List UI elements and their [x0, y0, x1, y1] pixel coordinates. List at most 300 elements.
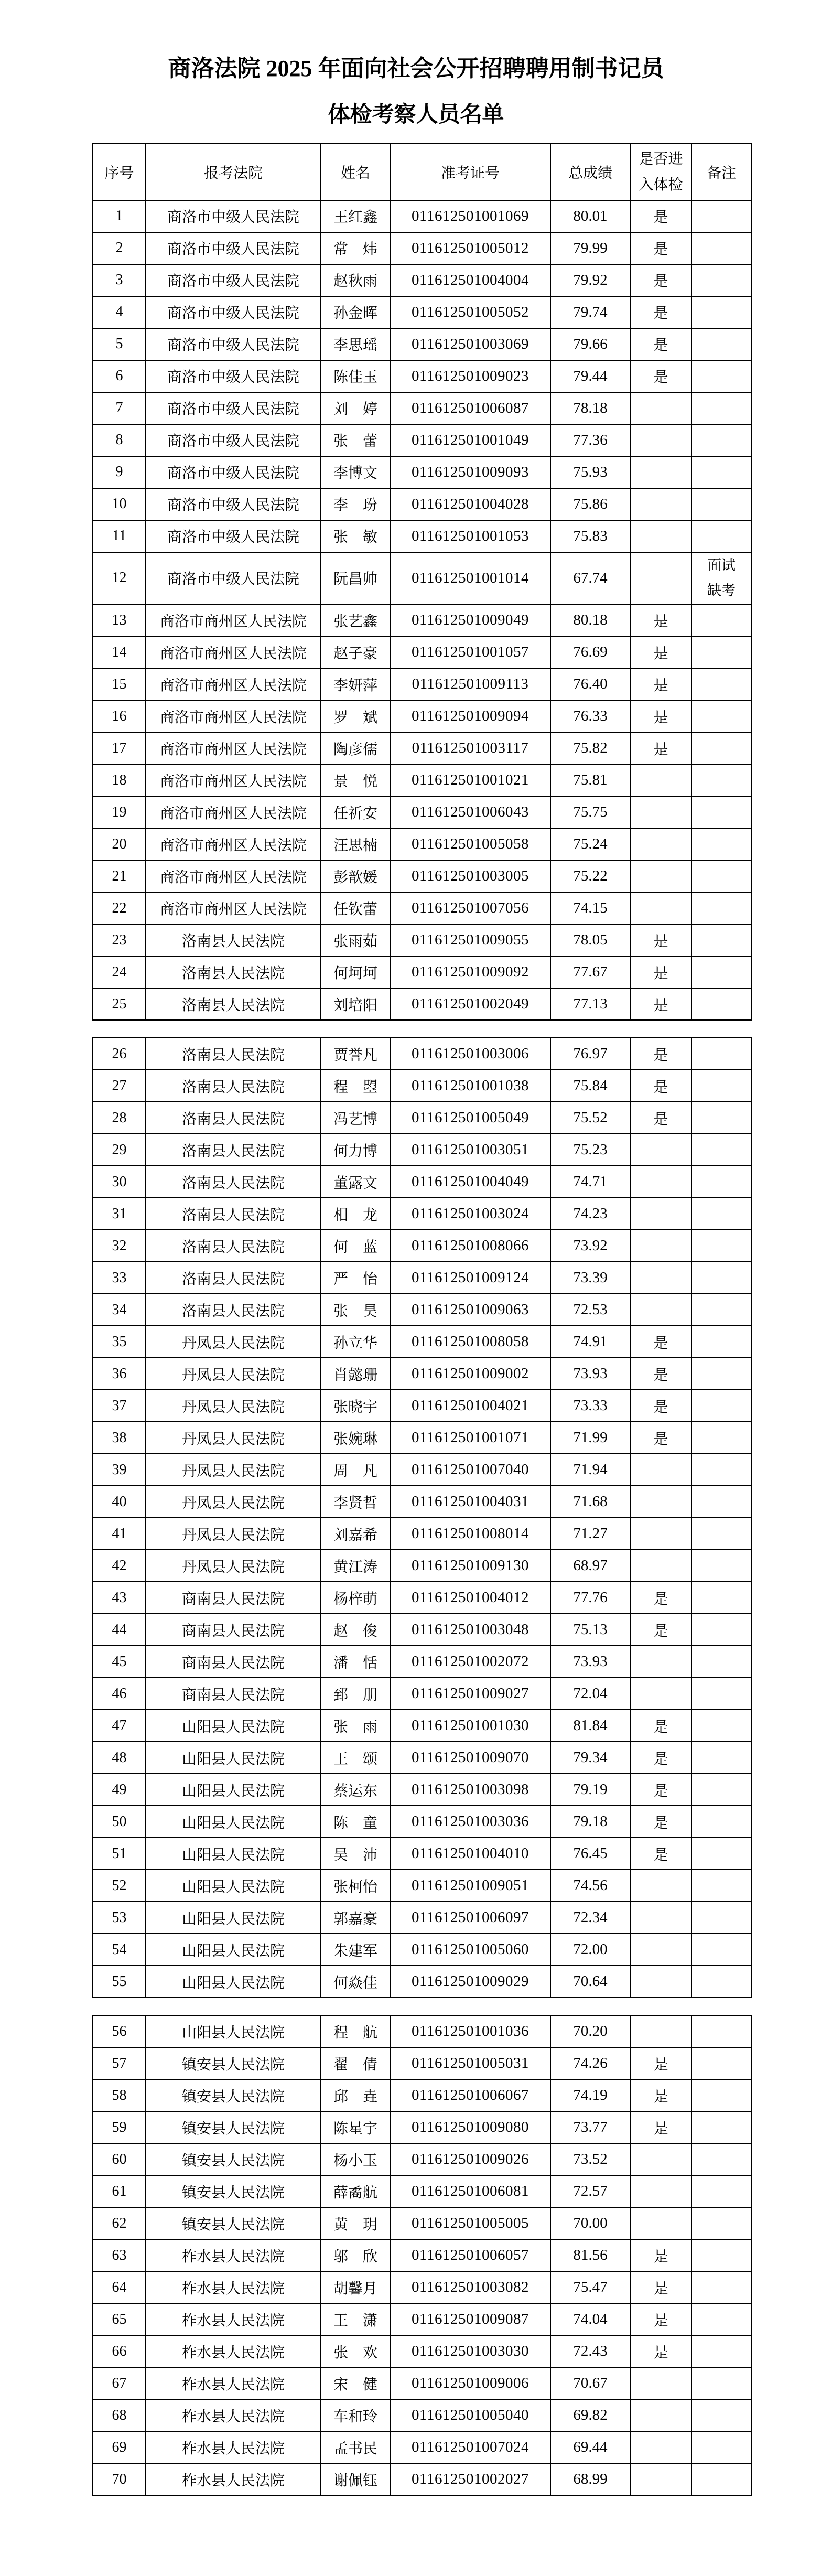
cell-court: 山阳县人民法院 [146, 2015, 321, 2047]
cell-enter: 是 [630, 1358, 691, 1390]
cell-name: 潘 恬 [321, 1646, 390, 1678]
cell-name: 邱 垚 [321, 2079, 390, 2111]
table-row [93, 2079, 751, 2111]
cell-name: 车和玲 [321, 2399, 390, 2431]
table-row [93, 764, 751, 796]
cell-enter: 是 [630, 1102, 691, 1134]
cell-enter [630, 796, 691, 828]
cell-serial: 22 [93, 892, 146, 924]
cell-remark [691, 2111, 751, 2143]
cell-serial: 67 [93, 2367, 146, 2399]
cell-court: 丹凤县人民法院 [146, 1326, 321, 1358]
cell-serial: 30 [93, 1166, 146, 1198]
cell-name: 张婉琳 [321, 1422, 390, 1454]
cell-ticket: 011612501003036 [390, 1806, 550, 1838]
cell-enter [630, 1262, 691, 1294]
cell-name: 程 航 [321, 2015, 390, 2047]
cell-name: 刘 婷 [321, 392, 390, 424]
cell-remark [691, 1102, 751, 1134]
cell-name: 赵秋雨 [321, 264, 390, 296]
cell-ticket: 011612501001053 [390, 520, 550, 552]
cell-score: 69.82 [550, 2399, 630, 2431]
cell-ticket: 011612501008058 [390, 1326, 550, 1358]
cell-court: 洛南县人民法院 [146, 1134, 321, 1166]
cell-remark [691, 2079, 751, 2111]
cell-score: 76.40 [550, 668, 630, 700]
cell-score: 79.99 [550, 232, 630, 264]
cell-court: 商洛市中级人民法院 [146, 200, 321, 232]
cell-ticket: 011612501003082 [390, 2271, 550, 2303]
cell-score: 75.81 [550, 764, 630, 796]
cell-ticket: 011612501005040 [390, 2399, 550, 2431]
cell-enter: 是 [630, 360, 691, 392]
cell-serial: 15 [93, 668, 146, 700]
cell-court: 柞水县人民法院 [146, 2271, 321, 2303]
cell-ticket: 011612501009055 [390, 924, 550, 956]
cell-court: 商南县人民法院 [146, 1678, 321, 1710]
table-row [93, 2367, 751, 2399]
table-row [93, 2047, 751, 2079]
cell-court: 镇安县人民法院 [146, 2111, 321, 2143]
cell-serial: 41 [93, 1518, 146, 1550]
cell-name: 朱建军 [321, 1934, 390, 1966]
cell-score: 77.36 [550, 424, 630, 456]
cell-enter: 是 [630, 2303, 691, 2335]
cell-ticket: 011612501009026 [390, 2143, 550, 2175]
cell-name: 张 雨 [321, 1710, 390, 1742]
cell-score: 71.99 [550, 1422, 630, 1454]
cell-enter [630, 1486, 691, 1518]
cell-serial: 45 [93, 1646, 146, 1678]
cell-enter: 是 [630, 1390, 691, 1422]
cell-score: 77.67 [550, 956, 630, 988]
cell-name: 郅 朋 [321, 1678, 390, 1710]
cell-score: 68.97 [550, 1550, 630, 1582]
table-row [93, 2431, 751, 2463]
cell-score: 79.92 [550, 264, 630, 296]
table-row [93, 1582, 751, 1614]
table-row [93, 796, 751, 828]
cell-ticket: 011612501009094 [390, 700, 550, 732]
cell-ticket: 011612501009130 [390, 1550, 550, 1582]
cell-name: 陶彦儒 [321, 732, 390, 764]
cell-name: 任祈安 [321, 796, 390, 828]
cell-serial: 12 [93, 552, 146, 604]
cell-ticket: 011612501003006 [390, 1038, 550, 1070]
cell-score: 75.47 [550, 2271, 630, 2303]
cell-enter [630, 1294, 691, 1326]
cell-score: 72.00 [550, 1934, 630, 1966]
cell-serial: 65 [93, 2303, 146, 2335]
table-row [93, 2239, 751, 2271]
cell-enter [630, 456, 691, 488]
roster-table-segment-1 [92, 143, 752, 1021]
cell-court: 洛南县人民法院 [146, 1166, 321, 1198]
cell-serial: 48 [93, 1742, 146, 1774]
cell-enter [630, 424, 691, 456]
cell-serial: 47 [93, 1710, 146, 1742]
cell-remark [691, 924, 751, 956]
cell-name: 贾誉凡 [321, 1038, 390, 1070]
cell-serial: 37 [93, 1390, 146, 1422]
cell-enter [630, 2175, 691, 2207]
table-row [93, 360, 751, 392]
table-row [93, 988, 751, 1020]
table-row [93, 232, 751, 264]
cell-remark [691, 2207, 751, 2239]
cell-serial: 9 [93, 456, 146, 488]
cell-name: 张柯怡 [321, 1870, 390, 1902]
cell-serial: 43 [93, 1582, 146, 1614]
cell-ticket: 011612501009124 [390, 1262, 550, 1294]
cell-name: 冯艺博 [321, 1102, 390, 1134]
cell-court: 洛南县人民法院 [146, 1070, 321, 1102]
cell-court: 镇安县人民法院 [146, 2207, 321, 2239]
cell-court: 商洛市商州区人民法院 [146, 796, 321, 828]
cell-ticket: 011612501002027 [390, 2463, 550, 2495]
cell-name: 翟 倩 [321, 2047, 390, 2079]
cell-enter: 是 [630, 1614, 691, 1646]
cell-serial: 53 [93, 1902, 146, 1934]
table-row [93, 1262, 751, 1294]
table-row [93, 1518, 751, 1550]
cell-ticket: 011612501005060 [390, 1934, 550, 1966]
cell-serial: 49 [93, 1774, 146, 1806]
cell-enter [630, 1134, 691, 1166]
cell-court: 洛南县人民法院 [146, 924, 321, 956]
cell-name: 张 欢 [321, 2335, 390, 2367]
cell-enter [630, 828, 691, 860]
table-row [93, 1550, 751, 1582]
cell-remark [691, 392, 751, 424]
cell-serial: 62 [93, 2207, 146, 2239]
cell-court: 丹凤县人民法院 [146, 1454, 321, 1486]
cell-court: 商洛市商州区人民法院 [146, 860, 321, 892]
cell-court: 山阳县人民法院 [146, 1966, 321, 1998]
cell-court: 商洛市中级人民法院 [146, 552, 321, 604]
table-row [93, 1454, 751, 1486]
cell-remark [691, 1966, 751, 1998]
cell-court: 丹凤县人民法院 [146, 1518, 321, 1550]
cell-enter: 是 [630, 296, 691, 328]
cell-enter: 是 [630, 1742, 691, 1774]
cell-serial: 19 [93, 796, 146, 828]
cell-enter: 是 [630, 668, 691, 700]
table-row [93, 2399, 751, 2431]
cell-remark [691, 1806, 751, 1838]
cell-score: 76.33 [550, 700, 630, 732]
cell-court: 商洛市商州区人民法院 [146, 668, 321, 700]
cell-serial: 50 [93, 1806, 146, 1838]
cell-name: 张晓宇 [321, 1390, 390, 1422]
cell-enter: 是 [630, 2271, 691, 2303]
cell-enter [630, 1198, 691, 1230]
cell-remark: 面试缺考 [691, 552, 751, 604]
cell-enter [630, 2143, 691, 2175]
cell-remark [691, 1774, 751, 1806]
cell-serial: 54 [93, 1934, 146, 1966]
cell-score: 75.24 [550, 828, 630, 860]
cell-court: 商南县人民法院 [146, 1582, 321, 1614]
cell-ticket: 011612501005031 [390, 2047, 550, 2079]
cell-remark [691, 2175, 751, 2207]
table-row [93, 2463, 751, 2495]
cell-score: 74.15 [550, 892, 630, 924]
cell-score: 72.34 [550, 1902, 630, 1934]
table-row [93, 668, 751, 700]
cell-score: 69.44 [550, 2431, 630, 2463]
cell-serial: 44 [93, 1614, 146, 1646]
cell-serial: 61 [93, 2175, 146, 2207]
cell-enter [630, 1934, 691, 1966]
table-row [93, 1934, 751, 1966]
cell-name: 王 潇 [321, 2303, 390, 2335]
cell-score: 75.93 [550, 456, 630, 488]
table-row [93, 1102, 751, 1134]
cell-score: 72.04 [550, 1678, 630, 1710]
cell-remark [691, 264, 751, 296]
cell-score: 75.13 [550, 1614, 630, 1646]
cell-remark [691, 604, 751, 636]
cell-ticket: 011612501001030 [390, 1710, 550, 1742]
cell-serial: 32 [93, 1230, 146, 1262]
cell-remark [691, 2431, 751, 2463]
cell-enter: 是 [630, 1838, 691, 1870]
table-row [93, 1422, 751, 1454]
table-row [93, 1070, 751, 1102]
cell-serial: 52 [93, 1870, 146, 1902]
cell-remark [691, 328, 751, 360]
table-row [93, 828, 751, 860]
cell-ticket: 011612501006087 [390, 392, 550, 424]
cell-remark [691, 1422, 751, 1454]
cell-remark [691, 2335, 751, 2367]
cell-ticket: 011612501004049 [390, 1166, 550, 1198]
document-page [0, 56, 832, 2496]
cell-score: 75.83 [550, 520, 630, 552]
cell-serial: 56 [93, 2015, 146, 2047]
table-row [93, 2175, 751, 2207]
cell-name: 严 怡 [321, 1262, 390, 1294]
cell-remark [691, 2239, 751, 2271]
table-row [93, 2015, 751, 2047]
cell-ticket: 011612501004021 [390, 1390, 550, 1422]
cell-score: 70.64 [550, 1966, 630, 1998]
cell-enter [630, 1646, 691, 1678]
cell-ticket: 011612501003117 [390, 732, 550, 764]
cell-remark [691, 1070, 751, 1102]
table-row [93, 1326, 751, 1358]
cell-serial: 46 [93, 1678, 146, 1710]
cell-name: 陈星宇 [321, 2111, 390, 2143]
cell-ticket: 011612501005005 [390, 2207, 550, 2239]
cell-ticket: 011612501004031 [390, 1486, 550, 1518]
cell-ticket: 011612501001071 [390, 1422, 550, 1454]
cell-score: 78.05 [550, 924, 630, 956]
cell-enter: 是 [630, 1070, 691, 1102]
cell-score: 70.00 [550, 2207, 630, 2239]
cell-serial: 69 [93, 2431, 146, 2463]
cell-remark [691, 1230, 751, 1262]
cell-remark [691, 1166, 751, 1198]
cell-name: 何 蓝 [321, 1230, 390, 1262]
cell-score: 70.67 [550, 2367, 630, 2399]
cell-name: 李思瑶 [321, 328, 390, 360]
cell-remark [691, 1326, 751, 1358]
cell-score: 76.45 [550, 1838, 630, 1870]
cell-name: 张 敏 [321, 520, 390, 552]
cell-ticket: 011612501006081 [390, 2175, 550, 2207]
cell-name: 孙金晖 [321, 296, 390, 328]
cell-court: 丹凤县人民法院 [146, 1390, 321, 1422]
cell-score: 68.99 [550, 2463, 630, 2495]
cell-serial: 18 [93, 764, 146, 796]
cell-ticket: 011612501001069 [390, 200, 550, 232]
cell-enter [630, 2399, 691, 2431]
cell-ticket: 011612501006043 [390, 796, 550, 828]
cell-serial: 60 [93, 2143, 146, 2175]
cell-serial: 51 [93, 1838, 146, 1870]
cell-ticket: 011612501003048 [390, 1614, 550, 1646]
cell-court: 商洛市中级人民法院 [146, 264, 321, 296]
cell-score: 74.91 [550, 1326, 630, 1358]
cell-serial: 5 [93, 328, 146, 360]
cell-enter: 是 [630, 924, 691, 956]
cell-name: 董露文 [321, 1166, 390, 1198]
cell-court: 山阳县人民法院 [146, 1774, 321, 1806]
cell-name: 张 昊 [321, 1294, 390, 1326]
cell-ticket: 011612501009092 [390, 956, 550, 988]
cell-score: 79.66 [550, 328, 630, 360]
table-row [93, 392, 751, 424]
cell-score: 78.18 [550, 392, 630, 424]
table-row [93, 456, 751, 488]
table-row [93, 956, 751, 988]
cell-remark [691, 1678, 751, 1710]
cell-score: 74.26 [550, 2047, 630, 2079]
cell-ticket: 011612501008066 [390, 1230, 550, 1262]
cell-enter: 是 [630, 1422, 691, 1454]
cell-court: 柞水县人民法院 [146, 2399, 321, 2431]
cell-ticket: 011612501001049 [390, 424, 550, 456]
cell-enter: 是 [630, 700, 691, 732]
table-row [93, 1038, 751, 1070]
cell-enter [630, 1902, 691, 1934]
cell-remark [691, 860, 751, 892]
table-row [93, 1230, 751, 1262]
header-serial: 序号 [93, 144, 146, 200]
cell-ticket: 011612501009080 [390, 2111, 550, 2143]
cell-ticket: 011612501005049 [390, 1102, 550, 1134]
cell-remark [691, 1134, 751, 1166]
table-row [93, 1742, 751, 1774]
cell-remark [691, 1038, 751, 1070]
cell-name: 王 颂 [321, 1742, 390, 1774]
cell-enter [630, 1518, 691, 1550]
cell-name: 刘嘉希 [321, 1518, 390, 1550]
cell-enter [630, 2367, 691, 2399]
cell-court: 山阳县人民法院 [146, 1710, 321, 1742]
cell-enter [630, 860, 691, 892]
cell-court: 丹凤县人民法院 [146, 1422, 321, 1454]
cell-remark [691, 424, 751, 456]
cell-remark [691, 2303, 751, 2335]
table-row [93, 1134, 751, 1166]
cell-court: 山阳县人民法院 [146, 1806, 321, 1838]
cell-name: 宋 健 [321, 2367, 390, 2399]
cell-score: 79.34 [550, 1742, 630, 1774]
cell-remark [691, 988, 751, 1020]
cell-serial: 55 [93, 1966, 146, 1998]
cell-court: 洛南县人民法院 [146, 956, 321, 988]
cell-score: 73.52 [550, 2143, 630, 2175]
cell-court: 商洛市中级人民法院 [146, 456, 321, 488]
cell-serial: 3 [93, 264, 146, 296]
cell-score: 73.93 [550, 1358, 630, 1390]
cell-ticket: 011612501006067 [390, 2079, 550, 2111]
cell-name: 张雨茹 [321, 924, 390, 956]
table-row [93, 2335, 751, 2367]
cell-serial: 24 [93, 956, 146, 988]
cell-court: 商洛市商州区人民法院 [146, 764, 321, 796]
cell-name: 郭嘉豪 [321, 1902, 390, 1934]
cell-court: 商洛市中级人民法院 [146, 424, 321, 456]
cell-serial: 25 [93, 988, 146, 1020]
cell-remark [691, 232, 751, 264]
cell-remark [691, 1710, 751, 1742]
cell-court: 商洛市商州区人民法院 [146, 892, 321, 924]
cell-serial: 58 [93, 2079, 146, 2111]
cell-serial: 10 [93, 488, 146, 520]
cell-ticket: 011612501002072 [390, 1646, 550, 1678]
cell-court: 山阳县人民法院 [146, 1742, 321, 1774]
cell-serial: 8 [93, 424, 146, 456]
cell-enter [630, 1678, 691, 1710]
cell-court: 商洛市中级人民法院 [146, 392, 321, 424]
cell-enter: 是 [630, 636, 691, 668]
cell-serial: 28 [93, 1102, 146, 1134]
table-row [93, 2207, 751, 2239]
cell-remark [691, 296, 751, 328]
cell-name: 景 悦 [321, 764, 390, 796]
cell-score: 76.69 [550, 636, 630, 668]
cell-court: 柞水县人民法院 [146, 2335, 321, 2367]
cell-score: 81.84 [550, 1710, 630, 1742]
cell-ticket: 011612501006097 [390, 1902, 550, 1934]
table-row [93, 2303, 751, 2335]
cell-remark [691, 796, 751, 828]
table-row [93, 1358, 751, 1390]
cell-score: 67.74 [550, 552, 630, 604]
cell-court: 商洛市中级人民法院 [146, 232, 321, 264]
cell-serial: 23 [93, 924, 146, 956]
cell-ticket: 011612501006057 [390, 2239, 550, 2271]
cell-name: 杨梓萌 [321, 1582, 390, 1614]
cell-score: 75.52 [550, 1102, 630, 1134]
roster-table-segment-2 [92, 1037, 752, 1998]
cell-remark [691, 1902, 751, 1934]
cell-score: 73.93 [550, 1646, 630, 1678]
table-row [93, 1678, 751, 1710]
cell-name: 蔡运东 [321, 1774, 390, 1806]
cell-enter: 是 [630, 988, 691, 1020]
cell-serial: 6 [93, 360, 146, 392]
cell-score: 74.23 [550, 1198, 630, 1230]
header-ticket: 准考证号 [390, 144, 550, 200]
table-row [93, 488, 751, 520]
cell-ticket: 011612501005052 [390, 296, 550, 328]
table-row [93, 200, 751, 232]
